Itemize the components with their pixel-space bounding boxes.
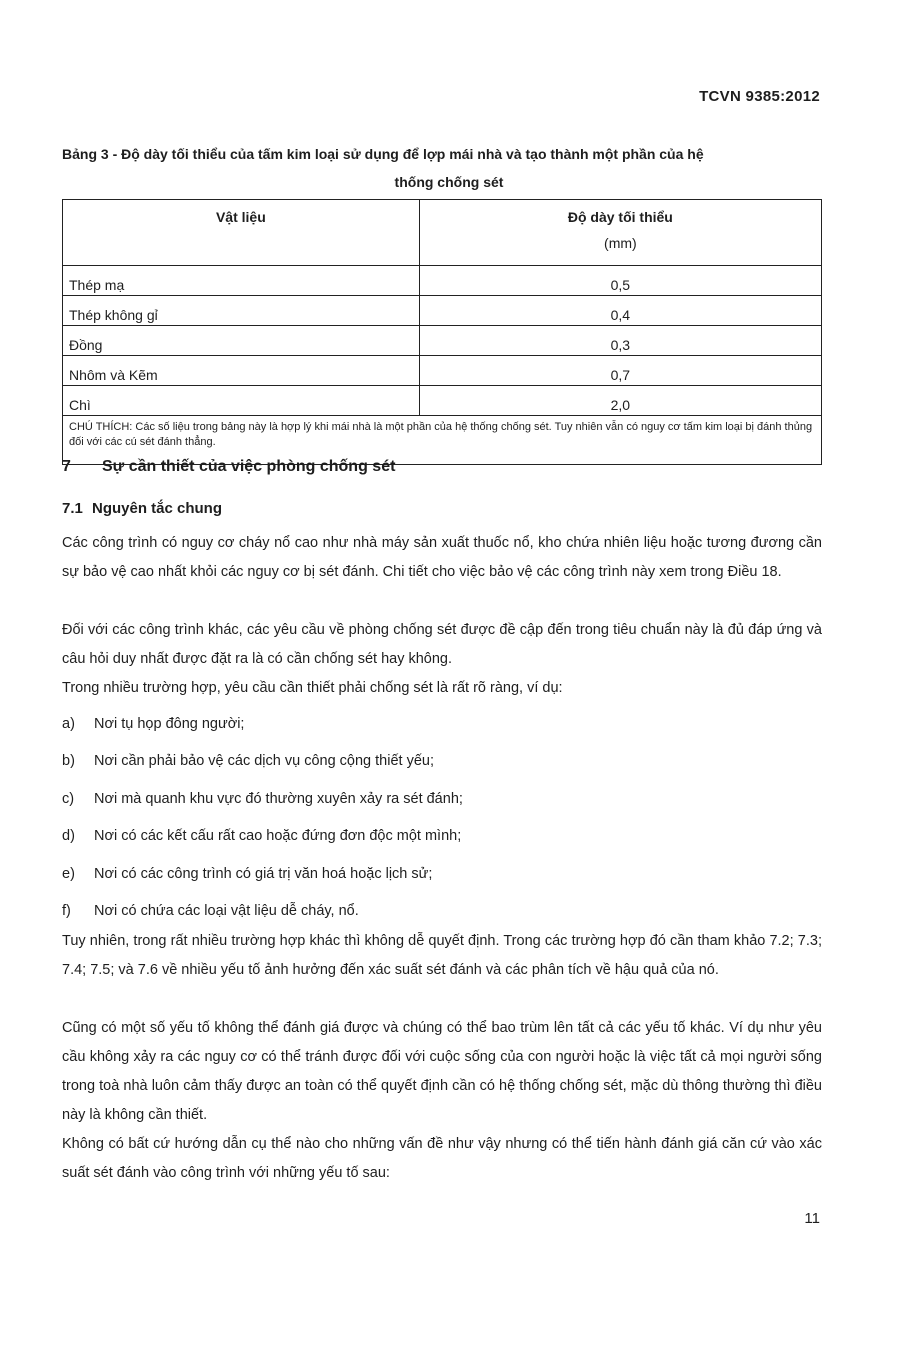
paragraph: Tuy nhiên, trong rất nhiều trường hợp khác thì không dễ quyết định. Trong các trường hợp đó cần tham khảo 7.2; 7.3; 7.4; 7.5; và 7.6 về nhiều yếu tố ảnh hưởng đến xác suất sét đánh và các phân tích về hậu quả của nó.: [62, 933, 822, 978]
table-row: [63, 386, 822, 416]
list-item: [62, 716, 244, 732]
thickness-cell: 0,7: [419, 356, 821, 386]
table-row: [63, 296, 822, 326]
list-text: Nơi có các kết cấu rất cao hoặc đứng đơn độc một mình;: [94, 828, 462, 844]
table-caption: Bảng 3 - Độ dày tối thiểu của tấm kim loại sử dụng để lợp mái nhà và tạo thành một phần của hệ: [62, 146, 704, 162]
list-text: Nơi có các công trình có giá trị văn hoá hoặc lịch sử;: [94, 866, 433, 882]
table-note: CHÚ THÍCH: Các số liệu trong bảng này là hợp lý khi mái nhà là một phần của hệ thống chống sét. Tuy nhiên vẫn có nguy cơ tấm kim loại bị đánh thủng đối với các cú sét đánh thẳng.: [63, 416, 822, 465]
material-cell: Nhôm và Kẽm: [63, 356, 420, 386]
section-number: 7: [62, 458, 71, 475]
material-column-header: Vật liệu: [63, 200, 420, 266]
table-row: [63, 356, 822, 386]
material-cell: Đồng: [63, 326, 420, 356]
table-row: [63, 326, 822, 356]
material-cell: Thép không gỉ: [63, 296, 420, 326]
page-number: 11: [804, 1210, 820, 1227]
list-marker: d): [62, 828, 75, 844]
material-cell: Chì: [63, 386, 420, 416]
list-item: [62, 903, 359, 919]
thickness-table: [62, 199, 822, 465]
section-number: 7.1: [62, 500, 83, 517]
list-item: [62, 791, 463, 807]
list-text: Nơi mà quanh khu vực đó thường xuyên xảy ra sét đánh;: [94, 791, 463, 807]
document-code: TCVN 9385:2012: [699, 88, 820, 105]
section-title: Nguyên tắc chung: [92, 500, 223, 517]
paragraph: Trong nhiều trường hợp, yêu cầu cần thiết phải chống sét là rất rõ ràng, ví dụ:: [62, 680, 563, 696]
list-text: Nơi có chứa các loại vật liệu dễ cháy, nổ.: [94, 903, 359, 919]
paragraph: Các công trình có nguy cơ cháy nổ cao như nhà máy sản xuất thuốc nổ, kho chứa nhiên liệu hoặc tương đương cần sự bảo vệ cao nhất khỏi các nguy cơ bị sét đánh. Chi tiết cho việc bảo vệ các công trình này xem trong Điều 18.: [62, 535, 822, 580]
thickness-cell: 0,4: [419, 296, 821, 326]
material-cell: Thép mạ: [63, 266, 420, 296]
list-marker: f): [62, 903, 71, 919]
list-marker: e): [62, 866, 75, 882]
list-marker: b): [62, 753, 75, 769]
list-marker: c): [62, 791, 75, 807]
table-row: [63, 266, 822, 296]
paragraph: Không có bất cứ hướng dẫn cụ thể nào cho những vấn đề như vậy nhưng có thể tiến hành đánh giá căn cứ vào xác suất sét đánh vào công trình với những yếu tố sau:: [62, 1136, 822, 1181]
table-caption-continued: thống chống sét: [394, 174, 504, 190]
section-7-heading: [62, 458, 395, 476]
thickness-cell: 0,3: [419, 326, 821, 356]
paragraph: Đối với các công trình khác, các yêu cầu về phòng chống sét được đề cập đến trong tiêu chuẩn này là đủ đáp ứng và câu hỏi duy nhất được đặt ra là có cần chống sét hay không.: [62, 622, 822, 667]
table-header-row: [63, 200, 822, 266]
section-title: Sự cần thiết của việc phòng chống sét: [102, 458, 396, 475]
list-item: [62, 753, 434, 769]
paragraph: Cũng có một số yếu tố không thể đánh giá được và chúng có thể bao trùm lên tất cả các yếu tố khác. Ví dụ như yêu cầu không xảy ra các nguy cơ có thể tránh được đối với cuộc sống của con người hoặc là việc tất cả mọi người sống trong toà nhà luôn cảm thấy được an toàn có thể quyết định cần có hệ thống chống sét, mặc dù thông thường thì điều này là không cần thiết.: [62, 1020, 822, 1123]
thickness-cell: 0,5: [419, 266, 821, 296]
list-item: [62, 828, 461, 844]
list-text: Nơi tụ họp đông người;: [94, 716, 245, 732]
list-text: Nơi cần phải bảo vệ các dịch vụ công cộng thiết yếu;: [94, 753, 434, 769]
thickness-header-label: Độ dày tối thiểu: [567, 209, 673, 225]
list-marker: a): [62, 716, 75, 732]
thickness-cell: 2,0: [419, 386, 821, 416]
thickness-column-header: [419, 200, 821, 266]
section-7-1-heading: [62, 500, 222, 517]
thickness-unit: (mm): [604, 235, 637, 251]
list-item: [62, 866, 432, 882]
